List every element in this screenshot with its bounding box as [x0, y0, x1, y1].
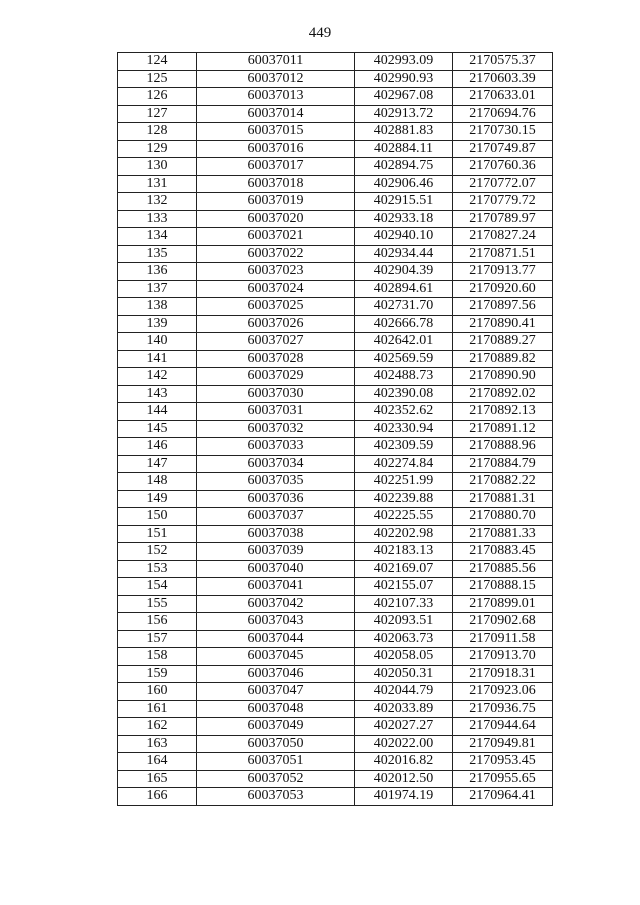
table-row [118, 630, 553, 648]
row-index-cell: 130 [118, 158, 197, 176]
y-coordinate-cell: 2170888.96 [453, 438, 553, 456]
y-coordinate-cell: 2170633.01 [453, 88, 553, 106]
x-coordinate-cell: 402967.08 [355, 88, 453, 106]
y-coordinate-cell: 2170827.24 [453, 228, 553, 246]
y-coordinate-cell: 2170881.33 [453, 525, 553, 543]
y-coordinate-cell: 2170920.60 [453, 280, 553, 298]
row-index-cell: 143 [118, 385, 197, 403]
row-index-cell: 134 [118, 228, 197, 246]
point-id-cell: 60037040 [197, 560, 355, 578]
row-index-cell: 126 [118, 88, 197, 106]
y-coordinate-cell: 2170749.87 [453, 140, 553, 158]
y-coordinate-cell: 2170913.77 [453, 263, 553, 281]
x-coordinate-cell: 402915.51 [355, 193, 453, 211]
x-coordinate-cell: 402993.09 [355, 53, 453, 71]
table-row [118, 613, 553, 631]
table-row [118, 105, 553, 123]
y-coordinate-cell: 2170694.76 [453, 105, 553, 123]
x-coordinate-cell: 402022.00 [355, 735, 453, 753]
point-id-cell: 60037019 [197, 193, 355, 211]
row-index-cell: 153 [118, 560, 197, 578]
table-row [118, 158, 553, 176]
point-id-cell: 60037039 [197, 543, 355, 561]
x-coordinate-cell: 402050.31 [355, 665, 453, 683]
row-index-cell: 166 [118, 788, 197, 806]
y-coordinate-cell: 2170902.68 [453, 613, 553, 631]
x-coordinate-cell: 402063.73 [355, 630, 453, 648]
point-id-cell: 60037016 [197, 140, 355, 158]
row-index-cell: 149 [118, 490, 197, 508]
row-index-cell: 148 [118, 473, 197, 491]
y-coordinate-cell: 2170955.65 [453, 770, 553, 788]
row-index-cell: 161 [118, 700, 197, 718]
y-coordinate-cell: 2170883.45 [453, 543, 553, 561]
point-id-cell: 60037034 [197, 455, 355, 473]
point-id-cell: 60037045 [197, 648, 355, 666]
x-coordinate-cell: 401974.19 [355, 788, 453, 806]
y-coordinate-cell: 2170897.56 [453, 298, 553, 316]
x-coordinate-cell: 402881.83 [355, 123, 453, 141]
row-index-cell: 157 [118, 630, 197, 648]
table-row [118, 403, 553, 421]
table-row [118, 70, 553, 88]
x-coordinate-cell: 402058.05 [355, 648, 453, 666]
table-body [118, 53, 553, 806]
y-coordinate-cell: 2170881.31 [453, 490, 553, 508]
row-index-cell: 147 [118, 455, 197, 473]
row-index-cell: 139 [118, 315, 197, 333]
x-coordinate-cell: 402012.50 [355, 770, 453, 788]
table-row [118, 508, 553, 526]
table-row [118, 193, 553, 211]
x-coordinate-cell: 402169.07 [355, 560, 453, 578]
row-index-cell: 127 [118, 105, 197, 123]
x-coordinate-cell: 402352.62 [355, 403, 453, 421]
point-id-cell: 60037018 [197, 175, 355, 193]
x-coordinate-cell: 402251.99 [355, 473, 453, 491]
table-row [118, 490, 553, 508]
x-coordinate-cell: 402033.89 [355, 700, 453, 718]
point-id-cell: 60037031 [197, 403, 355, 421]
table-row [118, 245, 553, 263]
table-row [118, 88, 553, 106]
x-coordinate-cell: 402894.75 [355, 158, 453, 176]
point-id-cell: 60037041 [197, 578, 355, 596]
x-coordinate-cell: 402940.10 [355, 228, 453, 246]
y-coordinate-cell: 2170760.36 [453, 158, 553, 176]
table-row [118, 595, 553, 613]
row-index-cell: 138 [118, 298, 197, 316]
table-row [118, 438, 553, 456]
x-coordinate-cell: 402274.84 [355, 455, 453, 473]
row-index-cell: 133 [118, 210, 197, 228]
y-coordinate-cell: 2170953.45 [453, 753, 553, 771]
point-id-cell: 60037046 [197, 665, 355, 683]
table-row [118, 788, 553, 806]
table-row [118, 473, 553, 491]
y-coordinate-cell: 2170888.15 [453, 578, 553, 596]
row-index-cell: 155 [118, 595, 197, 613]
table-row [118, 53, 553, 71]
x-coordinate-cell: 402906.46 [355, 175, 453, 193]
point-id-cell: 60037042 [197, 595, 355, 613]
table-row [118, 280, 553, 298]
row-index-cell: 136 [118, 263, 197, 281]
table-row [118, 683, 553, 701]
point-id-cell: 60037035 [197, 473, 355, 491]
table-row [118, 648, 553, 666]
x-coordinate-cell: 402904.39 [355, 263, 453, 281]
x-coordinate-cell: 402390.08 [355, 385, 453, 403]
table-row [118, 753, 553, 771]
table-row [118, 123, 553, 141]
row-index-cell: 152 [118, 543, 197, 561]
table-row [118, 350, 553, 368]
y-coordinate-cell: 2170936.75 [453, 700, 553, 718]
row-index-cell: 124 [118, 53, 197, 71]
y-coordinate-cell: 2170880.70 [453, 508, 553, 526]
point-id-cell: 60037013 [197, 88, 355, 106]
y-coordinate-cell: 2170892.13 [453, 403, 553, 421]
y-coordinate-cell: 2170871.51 [453, 245, 553, 263]
x-coordinate-cell: 402934.44 [355, 245, 453, 263]
x-coordinate-cell: 402183.13 [355, 543, 453, 561]
row-index-cell: 142 [118, 368, 197, 386]
row-index-cell: 125 [118, 70, 197, 88]
y-coordinate-cell: 2170891.12 [453, 420, 553, 438]
row-index-cell: 165 [118, 770, 197, 788]
point-id-cell: 60037051 [197, 753, 355, 771]
row-index-cell: 146 [118, 438, 197, 456]
table-row [118, 718, 553, 736]
y-coordinate-cell: 2170899.01 [453, 595, 553, 613]
y-coordinate-cell: 2170772.07 [453, 175, 553, 193]
table-row [118, 385, 553, 403]
row-index-cell: 128 [118, 123, 197, 141]
x-coordinate-cell: 402155.07 [355, 578, 453, 596]
row-index-cell: 160 [118, 683, 197, 701]
y-coordinate-cell: 2170789.97 [453, 210, 553, 228]
point-id-cell: 60037049 [197, 718, 355, 736]
y-coordinate-cell: 2170911.58 [453, 630, 553, 648]
row-index-cell: 141 [118, 350, 197, 368]
row-index-cell: 129 [118, 140, 197, 158]
table-row [118, 315, 553, 333]
x-coordinate-cell: 402894.61 [355, 280, 453, 298]
point-id-cell: 60037029 [197, 368, 355, 386]
table-row [118, 368, 553, 386]
table-row [118, 665, 553, 683]
x-coordinate-cell: 402107.33 [355, 595, 453, 613]
y-coordinate-cell: 2170884.79 [453, 455, 553, 473]
y-coordinate-cell: 2170575.37 [453, 53, 553, 71]
x-coordinate-cell: 402933.18 [355, 210, 453, 228]
y-coordinate-cell: 2170892.02 [453, 385, 553, 403]
point-id-cell: 60037022 [197, 245, 355, 263]
point-id-cell: 60037044 [197, 630, 355, 648]
table-row [118, 298, 553, 316]
table-row [118, 543, 553, 561]
x-coordinate-cell: 402093.51 [355, 613, 453, 631]
x-coordinate-cell: 402330.94 [355, 420, 453, 438]
point-id-cell: 60037011 [197, 53, 355, 71]
point-id-cell: 60037020 [197, 210, 355, 228]
table-row [118, 578, 553, 596]
point-id-cell: 60037028 [197, 350, 355, 368]
point-id-cell: 60037050 [197, 735, 355, 753]
point-id-cell: 60037023 [197, 263, 355, 281]
point-id-cell: 60037036 [197, 490, 355, 508]
row-index-cell: 144 [118, 403, 197, 421]
point-id-cell: 60037014 [197, 105, 355, 123]
x-coordinate-cell: 402044.79 [355, 683, 453, 701]
point-id-cell: 60037021 [197, 228, 355, 246]
y-coordinate-cell: 2170923.06 [453, 683, 553, 701]
point-id-cell: 60037047 [197, 683, 355, 701]
row-index-cell: 132 [118, 193, 197, 211]
x-coordinate-cell: 402202.98 [355, 525, 453, 543]
y-coordinate-cell: 2170882.22 [453, 473, 553, 491]
row-index-cell: 135 [118, 245, 197, 263]
table-row [118, 560, 553, 578]
point-id-cell: 60037032 [197, 420, 355, 438]
x-coordinate-cell: 402488.73 [355, 368, 453, 386]
x-coordinate-cell: 402666.78 [355, 315, 453, 333]
table-row [118, 455, 553, 473]
table-row [118, 525, 553, 543]
y-coordinate-cell: 2170890.41 [453, 315, 553, 333]
y-coordinate-cell: 2170918.31 [453, 665, 553, 683]
x-coordinate-cell: 402731.70 [355, 298, 453, 316]
table-row [118, 140, 553, 158]
y-coordinate-cell: 2170603.39 [453, 70, 553, 88]
x-coordinate-cell: 402239.88 [355, 490, 453, 508]
y-coordinate-cell: 2170730.15 [453, 123, 553, 141]
row-index-cell: 145 [118, 420, 197, 438]
table-row [118, 770, 553, 788]
y-coordinate-cell: 2170890.90 [453, 368, 553, 386]
row-index-cell: 140 [118, 333, 197, 351]
table-row [118, 175, 553, 193]
x-coordinate-cell: 402309.59 [355, 438, 453, 456]
y-coordinate-cell: 2170913.70 [453, 648, 553, 666]
point-id-cell: 60037043 [197, 613, 355, 631]
table-row [118, 228, 553, 246]
x-coordinate-cell: 402027.27 [355, 718, 453, 736]
row-index-cell: 156 [118, 613, 197, 631]
point-id-cell: 60037026 [197, 315, 355, 333]
table-row [118, 333, 553, 351]
row-index-cell: 164 [118, 753, 197, 771]
x-coordinate-cell: 402990.93 [355, 70, 453, 88]
x-coordinate-cell: 402913.72 [355, 105, 453, 123]
point-id-cell: 60037017 [197, 158, 355, 176]
row-index-cell: 137 [118, 280, 197, 298]
coordinates-table [117, 52, 553, 806]
point-id-cell: 60037015 [197, 123, 355, 141]
point-id-cell: 60037025 [197, 298, 355, 316]
point-id-cell: 60037053 [197, 788, 355, 806]
row-index-cell: 163 [118, 735, 197, 753]
point-id-cell: 60037033 [197, 438, 355, 456]
row-index-cell: 154 [118, 578, 197, 596]
point-id-cell: 60037052 [197, 770, 355, 788]
y-coordinate-cell: 2170889.27 [453, 333, 553, 351]
row-index-cell: 151 [118, 525, 197, 543]
x-coordinate-cell: 402016.82 [355, 753, 453, 771]
x-coordinate-cell: 402642.01 [355, 333, 453, 351]
y-coordinate-cell: 2170949.81 [453, 735, 553, 753]
y-coordinate-cell: 2170889.82 [453, 350, 553, 368]
point-id-cell: 60037038 [197, 525, 355, 543]
table-row [118, 700, 553, 718]
page-number: 449 [308, 25, 332, 41]
x-coordinate-cell: 402569.59 [355, 350, 453, 368]
table-row [118, 263, 553, 281]
point-id-cell: 60037048 [197, 700, 355, 718]
row-index-cell: 131 [118, 175, 197, 193]
x-coordinate-cell: 402884.11 [355, 140, 453, 158]
y-coordinate-cell: 2170779.72 [453, 193, 553, 211]
row-index-cell: 162 [118, 718, 197, 736]
table-row [118, 420, 553, 438]
point-id-cell: 60037012 [197, 70, 355, 88]
y-coordinate-cell: 2170885.56 [453, 560, 553, 578]
row-index-cell: 159 [118, 665, 197, 683]
point-id-cell: 60037030 [197, 385, 355, 403]
point-id-cell: 60037027 [197, 333, 355, 351]
row-index-cell: 150 [118, 508, 197, 526]
y-coordinate-cell: 2170944.64 [453, 718, 553, 736]
table-row [118, 210, 553, 228]
table-row [118, 735, 553, 753]
x-coordinate-cell: 402225.55 [355, 508, 453, 526]
point-id-cell: 60037024 [197, 280, 355, 298]
row-index-cell: 158 [118, 648, 197, 666]
y-coordinate-cell: 2170964.41 [453, 788, 553, 806]
point-id-cell: 60037037 [197, 508, 355, 526]
